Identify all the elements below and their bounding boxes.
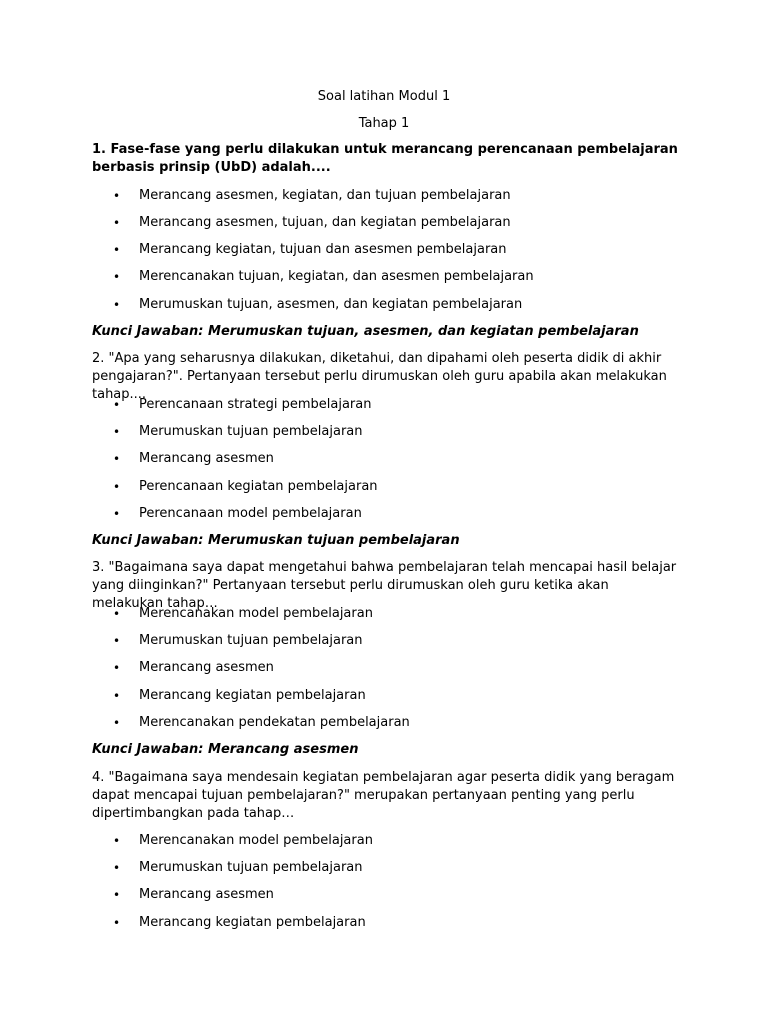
q3-option-3: Merancang asesmen <box>139 660 274 675</box>
q2-option-4: Perencanaan kegiatan pembelajaran <box>139 479 378 494</box>
bullet-icon: • <box>113 607 121 621</box>
q2-option-3: Merancang asesmen <box>139 451 274 466</box>
document-subtitle: Tahap 1 <box>358 116 410 131</box>
bullet-icon: • <box>113 507 121 521</box>
bullet-icon: • <box>113 888 121 902</box>
q3-option-1: Merencanakan model pembelajaran <box>139 606 373 621</box>
bullet-icon: • <box>113 216 121 230</box>
q3-option-4: Merancang kegiatan pembelajaran <box>139 688 366 703</box>
bullet-icon: • <box>113 916 121 930</box>
q4-option-4: Merancang kegiatan pembelajaran <box>139 915 366 930</box>
q4-option-2: Merumuskan tujuan pembelajaran <box>139 860 363 875</box>
question-3: 3. "Bagaimana saya dapat mengetahui bahwa pembelajaran telah mencapai hasil belajar yang diinginkan?" Pertanyaan tersebut perlu dirumuskan oleh guru ketika akan melakukan tahap… <box>92 560 677 611</box>
q1-option-5: Merumuskan tujuan, asesmen, dan kegiatan pembelajaran <box>139 297 523 312</box>
bullet-icon: • <box>113 480 121 494</box>
q2-option-2: Merumuskan tujuan pembelajaran <box>139 424 363 439</box>
bullet-icon: • <box>113 661 121 675</box>
bullet-icon: • <box>113 270 121 284</box>
q1-option-3: Merancang kegiatan, tujuan dan asesmen pembelajaran <box>139 242 507 257</box>
q3-option-2: Merumuskan tujuan pembelajaran <box>139 633 363 648</box>
document-title: Soal latihan Modul 1 <box>317 89 451 104</box>
q2-option-1: Perencanaan strategi pembelajaran <box>139 397 372 412</box>
q1-option-4: Merencanakan tujuan, kegiatan, dan asesmen pembelajaran <box>139 269 534 284</box>
q1-option-2: Merancang asesmen, tujuan, dan kegiatan pembelajaran <box>139 215 511 230</box>
q3-answer-key: Kunci Jawaban: Merancang asesmen <box>92 742 359 757</box>
bullet-icon: • <box>113 425 121 439</box>
bullet-icon: • <box>113 716 121 730</box>
q3-option-5: Merencanakan pendekatan pembelajaran <box>139 715 410 730</box>
q1-option-1: Merancang asesmen, kegiatan, dan tujuan pembelajaran <box>139 188 511 203</box>
bullet-icon: • <box>113 189 121 203</box>
q4-option-3: Merancang asesmen <box>139 887 274 902</box>
bullet-icon: • <box>113 398 121 412</box>
bullet-icon: • <box>113 452 121 466</box>
bullet-icon: • <box>113 861 121 875</box>
question-2: 2. "Apa yang seharusnya dilakukan, diketahui, dan dipahami oleh peserta didik di akhir pengajaran?". Pertanyaan tersebut perlu dirumuskan oleh guru apabila akan melakukan tahap.... <box>92 351 667 402</box>
q1-answer-key: Kunci Jawaban: Merumuskan tujuan, asesmen, dan kegiatan pembelajaran <box>92 324 639 339</box>
bullet-icon: • <box>113 243 121 257</box>
q2-option-5: Perencanaan model pembelajaran <box>139 506 362 521</box>
bullet-icon: • <box>113 834 121 848</box>
question-1: 1. Fase-fase yang perlu dilakukan untuk merancang perencanaan pembelajaran berbasis prinsip (UbD) adalah.... <box>92 142 678 175</box>
bullet-icon: • <box>113 634 121 648</box>
question-4: 4. "Bagaimana saya mendesain kegiatan pembelajaran agar peserta didik yang beragam dapat mencapai tujuan pembelajaran?" merupakan pertanyaan penting yang perlu dipertimbangkan pada tahap… <box>92 770 675 821</box>
q4-option-1: Merencanakan model pembelajaran <box>139 833 373 848</box>
bullet-icon: • <box>113 298 121 312</box>
q2-answer-key: Kunci Jawaban: Merumuskan tujuan pembelajaran <box>92 533 460 548</box>
bullet-icon: • <box>113 689 121 703</box>
